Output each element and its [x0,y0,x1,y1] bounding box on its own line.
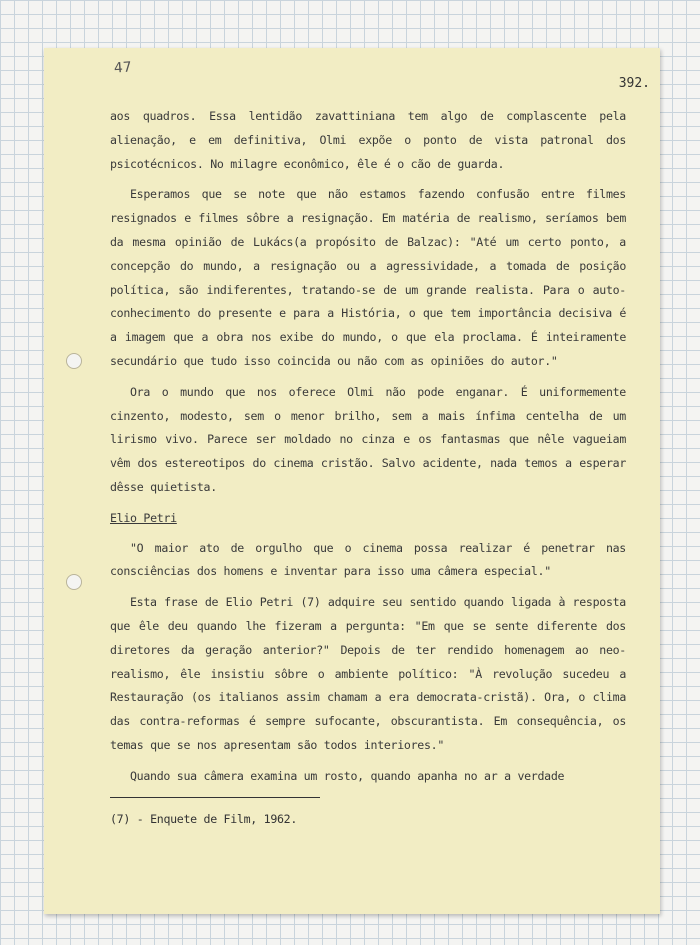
paragraph: aos quadros. Essa lentidão zavattiniana tem algo de complascente pela alienação, e em definitiva, Olmi expõe o ponto de vista patronal dos psicotécnicos. No milagre econômico, êle é o cão de guarda. [110,109,626,171]
paragraph: Esta frase de Elio Petri (7) adquire seu sentido quando ligada à resposta que êle deu quando lhe fizeram a pergunta: "Em que se sente diferente dos diretores da geração anterior?" Depois de ter rendido homenagem ao neo-realismo, êle insistiu sôbre o ambiente político: "À revolução sucedeu a Restauração (os italianos assim chamam a era democrata-cristã). Ora, o clima das contra-reformas é sempre sufocante, obscurantista. Em consequência, os temas que se nos apresentam são todos interiores." [110,595,626,752]
paragraph: Ora o mundo que nos oferece Olmi não pode enganar. É uniformemente cinzento, modesto, sem o menor brilho, sem a mais ínfima centelha de um lirismo vivo. Parece ser moldado no cinza e os fantasmas que nêle vagueiam vêm dos estereotipos do cinema cristão. Salvo acidente, nada temos a esperar dêsse quietista. [110,384,626,494]
paragraph: Quando sua câmera examina um rosto, quando apanha no ar a verdade [130,768,565,783]
document-page [44,48,660,914]
footnote: (7) - Enquete de Film, 1962. [110,811,298,826]
punch-hole [66,353,82,369]
handwritten-margin-note: 47 [113,59,133,77]
paragraph: "O maior ato de orgulho que o cinema possa realizar é penetrar nas consciências dos homens e inventar para isso uma câmera especial." [110,540,626,579]
punch-hole [66,574,82,590]
section-heading: Elio Petri [110,510,177,525]
body-text [110,105,626,831]
footnote-divider [110,797,320,798]
page-number: 392. [618,76,650,91]
paragraph: Esperamos que se note que não estamos fazendo confusão entre filmes resignados e filmes sôbre a resignação. Em matéria de realismo, seríamos bem da mesma opinião de Lukács(a propósito de Balzac): "Até um certo ponto, a concepção do mundo, a resignação ou a agressividade, a tomada de posição política, são indiferentes, tratando-se de um grande realista. Para o auto-conhecimento do presente e para a História, o que tem importância decisiva é a imagem que a obra nos exibe do mundo, o que ela proclama. É inteiramente secundário que tudo isso coincida ou não com as opiniões do autor." [110,187,626,368]
